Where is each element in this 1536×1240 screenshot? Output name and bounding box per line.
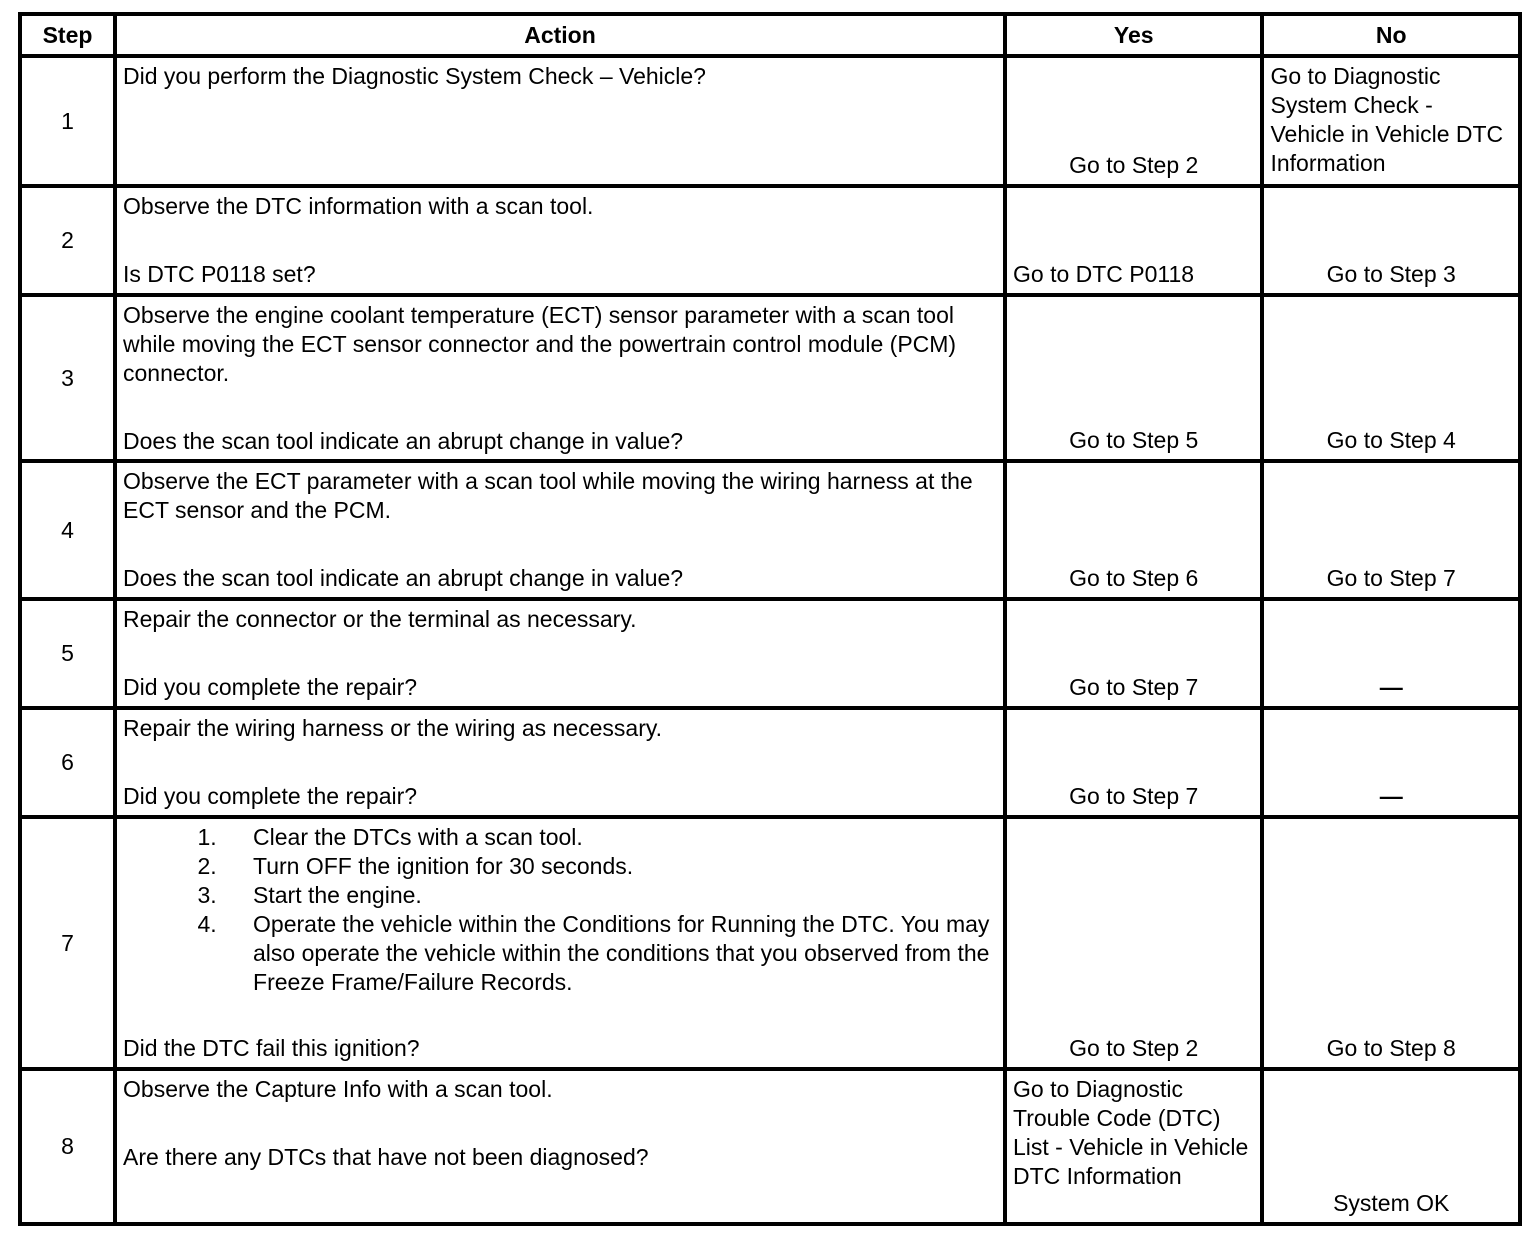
table-row	[20, 1069, 1520, 1224]
list-item: 2. Turn OFF the ignition for 30 seconds.	[223, 852, 997, 881]
table-row	[20, 186, 1520, 295]
yes-cell: Go to Step 6	[1005, 461, 1262, 599]
action-question: Did you complete the repair?	[123, 674, 418, 700]
step-number: 6	[20, 708, 115, 817]
table-row	[20, 708, 1520, 817]
action-steps-list	[123, 823, 997, 1034]
action-question: Did you complete the repair?	[123, 783, 418, 809]
yes-cell: Go to Step 2	[1005, 817, 1262, 1069]
action-text: Repair the wiring harness or the wiring as necessary.	[123, 715, 663, 741]
step-number: 3	[20, 295, 115, 461]
action-question: Did the DTC fail this ignition?	[123, 1035, 420, 1061]
no-cell: Go to Step 4	[1262, 295, 1520, 461]
action-question: Are there any DTCs that have not been diagnosed?	[123, 1144, 649, 1170]
no-cell: Go to Step 7	[1262, 461, 1520, 599]
header-row	[20, 14, 1520, 56]
yes-cell: Go to Step 7	[1005, 708, 1262, 817]
table-row	[20, 56, 1520, 186]
action-cell	[115, 599, 1005, 708]
yes-cell: Go to DTC P0118	[1005, 186, 1262, 295]
step-number: 1	[20, 56, 115, 186]
header-yes: Yes	[1005, 14, 1262, 56]
no-cell: —	[1262, 599, 1520, 708]
action-cell	[115, 186, 1005, 295]
no-cell: —	[1262, 708, 1520, 817]
yes-cell: Go to Step 5	[1005, 295, 1262, 461]
action-cell	[115, 461, 1005, 599]
action-question: Does the scan tool indicate an abrupt change in value?	[123, 565, 684, 591]
list-item: 4. Operate the vehicle within the Conditions for Running the DTC. You may also operate the vehicle within the conditions that you observed from the Freeze Frame/Failure Records.	[223, 910, 997, 997]
no-cell: Go to Step 3	[1262, 186, 1520, 295]
action-text: Observe the Capture Info with a scan tool.	[123, 1076, 553, 1102]
step-number: 5	[20, 599, 115, 708]
action-cell	[115, 295, 1005, 461]
action-cell	[115, 708, 1005, 817]
no-cell: Go to Diagnostic System Check - Vehicle in Vehicle DTC Information	[1262, 56, 1520, 186]
table-row	[20, 461, 1520, 599]
yes-cell: Go to Diagnostic Trouble Code (DTC) List - Vehicle in Vehicle DTC Information	[1005, 1069, 1262, 1224]
list-item: 1. Clear the DTCs with a scan tool.	[223, 823, 997, 852]
no-cell: Go to Step 8	[1262, 817, 1520, 1069]
header-no: No	[1262, 14, 1520, 56]
action-cell	[115, 56, 1005, 186]
action-text: Observe the ECT parameter with a scan tool while moving the wiring harness at the ECT sensor and the PCM.	[123, 468, 973, 523]
action-cell	[115, 817, 1005, 1069]
action-text: Repair the connector or the terminal as necessary.	[123, 606, 637, 632]
yes-cell: Go to Step 2	[1005, 56, 1262, 186]
action-question: Does the scan tool indicate an abrupt change in value?	[123, 428, 684, 454]
yes-cell: Go to Step 7	[1005, 599, 1262, 708]
action-text: Observe the DTC information with a scan tool.	[123, 193, 594, 219]
step-number: 2	[20, 186, 115, 295]
table-row	[20, 295, 1520, 461]
diagnostic-table	[18, 12, 1522, 1226]
header-step: Step	[20, 14, 115, 56]
no-cell: System OK	[1262, 1069, 1520, 1224]
action-text: Observe the engine coolant temperature (ECT) sensor parameter with a scan tool while moving the ECT sensor connector and the powertrain control module (PCM) connector.	[123, 302, 957, 386]
list-item: 3. Start the engine.	[223, 881, 997, 910]
step-number: 7	[20, 817, 115, 1069]
header-action: Action	[115, 14, 1005, 56]
table-row	[20, 599, 1520, 708]
step-number: 4	[20, 461, 115, 599]
action-cell	[115, 1069, 1005, 1224]
table-row	[20, 817, 1520, 1069]
step-number: 8	[20, 1069, 115, 1224]
action-question: Is DTC P0118 set?	[123, 261, 316, 287]
action-text: Did you perform the Diagnostic System Check – Vehicle?	[123, 63, 706, 89]
